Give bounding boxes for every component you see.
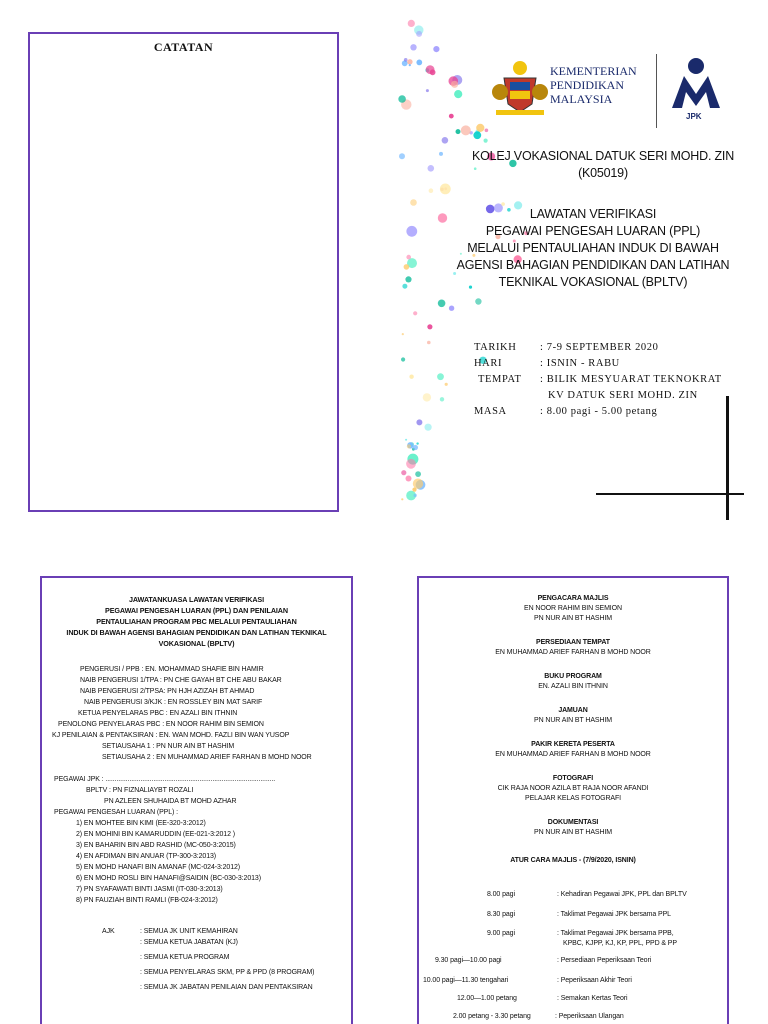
schedule-desc: : Persediaan Peperiksaan Teori <box>557 957 652 964</box>
confetti-dot <box>438 300 446 308</box>
visit-line: LAWATAN VERIFIKASI <box>529 207 657 221</box>
ppl-heading: PEGAWAI PENGESAH LUARAN (PPL) : <box>54 809 178 816</box>
confetti-dot <box>439 152 443 156</box>
confetti-dot <box>425 424 432 431</box>
confetti-dot <box>423 393 431 401</box>
section-pengacara <box>419 594 727 624</box>
confetti-dot <box>405 276 411 282</box>
college-line: KOLEJ VOKASIONAL DATUK SERI MOHD. ZIN <box>471 149 735 163</box>
kpm-line: PENDIDIKAN <box>550 78 624 92</box>
tempat-label: TEMPAT <box>478 374 522 385</box>
schedule-desc: : Peperiksaan Akhir Teori <box>557 977 632 984</box>
logo-area <box>490 54 740 138</box>
confetti-dot <box>416 442 418 444</box>
cover-panel <box>398 16 742 510</box>
section-heading: BUKU PROGRAM <box>544 673 602 680</box>
ppl-line: 5) EN MOHD HANAFI BIN AMANAF (MC-024-3:2012) <box>76 864 241 871</box>
confetti-dot <box>454 90 462 98</box>
heading-line: INDUK DI BAWAH AGENSI BAHAGIAN PENDIDIKAN DAN LATIHAN TEKNIKAL <box>66 628 327 637</box>
confetti-dot <box>406 255 411 260</box>
confetti-dot <box>410 199 417 206</box>
masa-label: MASA <box>474 406 507 417</box>
schedule-time: 8.30 pagi <box>487 911 515 918</box>
confetti-dot <box>405 439 407 441</box>
jpk-label: JPK <box>686 112 702 121</box>
confetti-dot <box>414 494 417 497</box>
role-line: PENGERUSI / PPB : EN. MOHAMMAD SHAFIE BIN HAMIR <box>80 666 264 673</box>
tempat-value-2: KV DATUK SERI MOHD. ZIN <box>548 390 698 401</box>
atur-cara-heading <box>419 856 727 866</box>
section-heading: JAMUAN <box>558 707 588 714</box>
ajk-line: : SEMUA KETUA JABATAN (KJ) <box>140 939 238 946</box>
confetti-dot <box>416 419 422 425</box>
confetti-dot <box>442 137 449 144</box>
ppl-line: 1) EN MOHTEE BIN KIMI (EE-320-3:2012) <box>76 820 206 827</box>
confetti-dot <box>406 226 417 237</box>
confetti-dot <box>484 139 488 143</box>
section-buku <box>419 672 727 692</box>
masa-value: : 8.00 pagi - 5.00 petang <box>540 406 658 417</box>
ppl-line: 7) PN SYAFAWATI BINTI JASMI (IT-030-3:2013) <box>76 886 223 893</box>
confetti-dot <box>461 125 471 135</box>
atur-cara-title: ATUR CARA MAJLIS - (7/9/2020, ISNIN) <box>510 857 636 864</box>
confetti-dot <box>415 471 421 477</box>
pegawai-jpk-line: PEGAWAI JPK : ............................................................................................ <box>54 776 276 783</box>
section-line: PELAJAR KELAS FOTOGRAFI <box>525 795 621 802</box>
tarikh-value: : 7-9 SEPTEMBER 2020 <box>540 342 659 353</box>
section-line: EN MUHAMMAD ARIEF FARHAN B MOHD NOOR <box>495 751 651 758</box>
schedule-desc: : Taklimat Pegawai JPK bersama PPL <box>557 911 671 918</box>
role-line: NAIB PENGERUSI 3/KJK : EN ROSSLEY BIN MAT SARIF <box>84 699 263 706</box>
malaysia-crest-icon <box>490 58 550 118</box>
role-line: KJ PENILAIAN & PENTAKSIRAN : EN. WAN MOHD. FAZLI BIN WAN YUSOP <box>52 732 290 739</box>
ppl-line: 8) PN FAUZIAH BINTI RAMLI (FB-024-3:2012) <box>76 897 218 904</box>
schedule-desc: : Peperiksaan Ulangan <box>555 1013 624 1020</box>
visit-title <box>443 206 743 291</box>
section-heading: FOTOGRAFI <box>552 775 594 782</box>
ajk-line: : SEMUA PENYELARAS SKM, PP & PPD (8 PROGRAM) <box>140 969 315 976</box>
heading-line: PEGAWAI PENGESAH LUARAN (PPL) DAN PENILAIAN <box>105 606 288 615</box>
schedule-time: 9.00 pagi <box>487 930 515 937</box>
confetti-dot <box>399 153 405 159</box>
schedule-time: 2.00 petang - 3.30 petang <box>453 1013 531 1020</box>
confetti-dot <box>437 373 444 380</box>
ppl-line: 6) EN MOHD ROSLI BIN HANAFI@SAIDIN (BC-030-3:2013) <box>76 875 261 882</box>
section-heading: DOKUMENTASI <box>547 819 599 826</box>
schedule-desc: : Kehadiran Pegawai JPK, PPL dan BPLTV <box>557 891 687 898</box>
confetti-dot <box>485 129 489 133</box>
confetti-dot <box>408 20 415 27</box>
confetti-dot <box>401 498 403 500</box>
ppl-line: 4) EN AFDIMAN BIN ANUAR (TP-300-3:2013) <box>76 853 217 860</box>
confetti-dot <box>416 31 422 37</box>
section-heading: PENGACARA MAJLIS <box>537 595 609 602</box>
section-jamuan <box>419 706 727 726</box>
confetti-dot <box>412 488 416 492</box>
section-line: CIK RAJA NOOR AZILA BT RAJA NOOR AFANDI <box>497 785 649 792</box>
catatan-title: CATATAN <box>153 40 214 54</box>
kpm-name <box>550 64 637 106</box>
confetti-dot <box>413 311 417 315</box>
ppl-line: 3) EN BAHARIN BIN ABD RASHID (MC-050-3:2015) <box>76 842 236 849</box>
catatan-panel <box>28 32 339 512</box>
confetti-dot <box>428 165 435 172</box>
schedule-time: 9.30 pagi—10.00 pagi <box>435 957 502 964</box>
confetti-dot <box>427 341 431 345</box>
section-heading: PERSEDIAAN TEMPAT <box>536 639 610 646</box>
tarikh-label: TARIKH <box>474 342 517 353</box>
confetti-dot <box>416 60 422 66</box>
visit-line: AGENSI BAHAGIAN PENDIDIKAN DAN LATIHAN <box>456 258 730 272</box>
confetti-dot <box>473 131 481 139</box>
ajk-line: : SEMUA KETUA PROGRAM <box>140 954 230 961</box>
confetti-dot <box>413 479 423 489</box>
visit-line: TEKNIKAL VOKASIONAL (BPLTV) <box>498 275 688 289</box>
confetti-dot <box>426 89 429 92</box>
confetti-dot <box>404 58 408 62</box>
confetti-dot <box>404 264 410 270</box>
visit-line: MELALUI PENTAULIAHAN INDUK DI BAWAH <box>467 241 719 255</box>
role-line: NAIB PENGERUSI 2/TPSA: PN HJH AZIZAH BT AHMAD <box>80 688 255 695</box>
role-line: PENOLONG PENYELARAS PBC : EN NOOR RAHIM BIN SEMION <box>58 721 264 728</box>
confetti-dot <box>398 95 406 103</box>
confetti-dot <box>409 64 411 66</box>
kpm-line: MALAYSIA <box>550 92 613 106</box>
role-line: KETUA PENYELARAS PBC : EN AZALI BIN ITHNIN <box>78 710 238 717</box>
section-heading: PAKIR KERETA PESERTA <box>531 741 615 748</box>
confetti-dot <box>476 124 484 132</box>
hari-value: : ISNIN - RABU <box>540 358 620 369</box>
ppl-line: 2) EN MOHINI BIN KAMARUDDIN (EE-021-3:2012 ) <box>76 831 235 838</box>
confetti-dot <box>402 333 404 335</box>
confetti-dot <box>429 188 434 193</box>
schedule-desc: : Semakan Kertas Teori <box>557 995 628 1002</box>
programme-panel <box>417 576 729 1024</box>
confetti-dot <box>409 375 413 379</box>
confetti-dot <box>449 114 454 119</box>
confetti-dot <box>426 65 435 74</box>
role-line: SETIAUSAHA 1 : PN NUR AIN BT HASHIM <box>102 743 235 750</box>
kpm-line: KEMENTERIAN <box>550 64 637 78</box>
role-line: SETIAUSAHA 2 : EN MUHAMMAD ARIEF FARHAN B MOHD NOOR <box>102 754 312 761</box>
confetti-dot <box>406 476 412 482</box>
confetti-dot <box>445 383 448 386</box>
schedule-time: 10.00 pagi—11.30 tengahari <box>423 977 509 984</box>
visit-line: PEGAWAI PENGESAH LUARAN (PPL) <box>485 224 701 238</box>
section-line: PN NUR AIN BT HASHIM <box>534 717 612 724</box>
college-name <box>458 148 748 182</box>
section-dokumentasi <box>419 818 727 838</box>
bpltv-line: BPLTV : PN FIZNALIAYBT ROZALI <box>86 787 194 794</box>
section-line: EN NOOR RAHIM BIN SEMION <box>524 605 622 612</box>
confetti-dot <box>427 324 432 329</box>
confetti-dot <box>402 284 407 289</box>
tempat-value: : BILIK MESYUARAT TEKNOKRAT <box>540 374 722 385</box>
confetti-dot <box>401 357 405 361</box>
college-line: (K05019) <box>578 166 628 180</box>
confetti-dot <box>401 470 406 475</box>
ajk-label: AJK <box>102 928 115 935</box>
ajk-line: : SEMUA JK UNIT KEMAHIRAN <box>140 928 238 935</box>
role-line: NAIB PENGERUSI 1/TPA : PN CHE GAYAH BT CHE ABU BAKAR <box>80 677 282 684</box>
confetti-dot <box>410 44 416 50</box>
schedule-desc: : Taklimat Pegawai JPK bersama PPB, <box>557 930 674 937</box>
heading-line: JAWATANKUASA LAWATAN VERIFIKASI <box>128 595 265 604</box>
section-line: EN. AZALI BIN ITHNIN <box>538 683 608 690</box>
confetti-dot <box>413 445 418 450</box>
decor-bar-vertical <box>726 396 729 520</box>
heading-line: VOKASIONAL (BPLTV) <box>158 639 235 648</box>
decor-bar-horizontal <box>596 493 744 495</box>
hari-label: HARI <box>474 358 503 369</box>
confetti-dot <box>451 81 458 88</box>
confetti-dot <box>406 459 416 469</box>
committee-heading <box>42 594 351 649</box>
section-persediaan <box>419 638 727 658</box>
confetti-dot <box>440 184 451 195</box>
section-line: PN NUR AIN BT HASHIM <box>534 829 612 836</box>
confetti-dot <box>440 397 444 401</box>
confetti-dot <box>433 46 439 52</box>
confetti-dot <box>475 298 481 304</box>
section-pakir <box>419 740 727 760</box>
logo-divider <box>656 54 657 128</box>
section-line: PN NUR AIN BT HASHIM <box>534 615 612 622</box>
section-fotografi <box>419 774 727 804</box>
schedule-desc-cont: KPBC, KJPP, KJ, KP, PPL, PPD & PP <box>563 940 677 947</box>
schedule-time: 12.00—1.00 petang <box>457 995 517 1002</box>
committee-panel <box>40 576 353 1024</box>
section-line: EN MUHAMMAD ARIEF FARHAN B MOHD NOOR <box>495 649 651 656</box>
schedule-time: 8.00 pagi <box>487 891 515 898</box>
confetti-dot <box>407 59 412 64</box>
ajk-line: : SEMUA JK JABATAN PENILAIAN DAN PENTAKSIRAN <box>140 984 313 991</box>
heading-line: PENTAULIAHAN PROGRAM PBC MELALUI PENTAULIAHAN <box>96 617 297 626</box>
confetti-dot <box>449 306 454 311</box>
bpltv-line: PN AZLEEN SHUHAIDA BT MOHD AZHAR <box>104 798 237 805</box>
confetti-dot <box>407 444 411 448</box>
confetti-dot <box>456 129 461 134</box>
